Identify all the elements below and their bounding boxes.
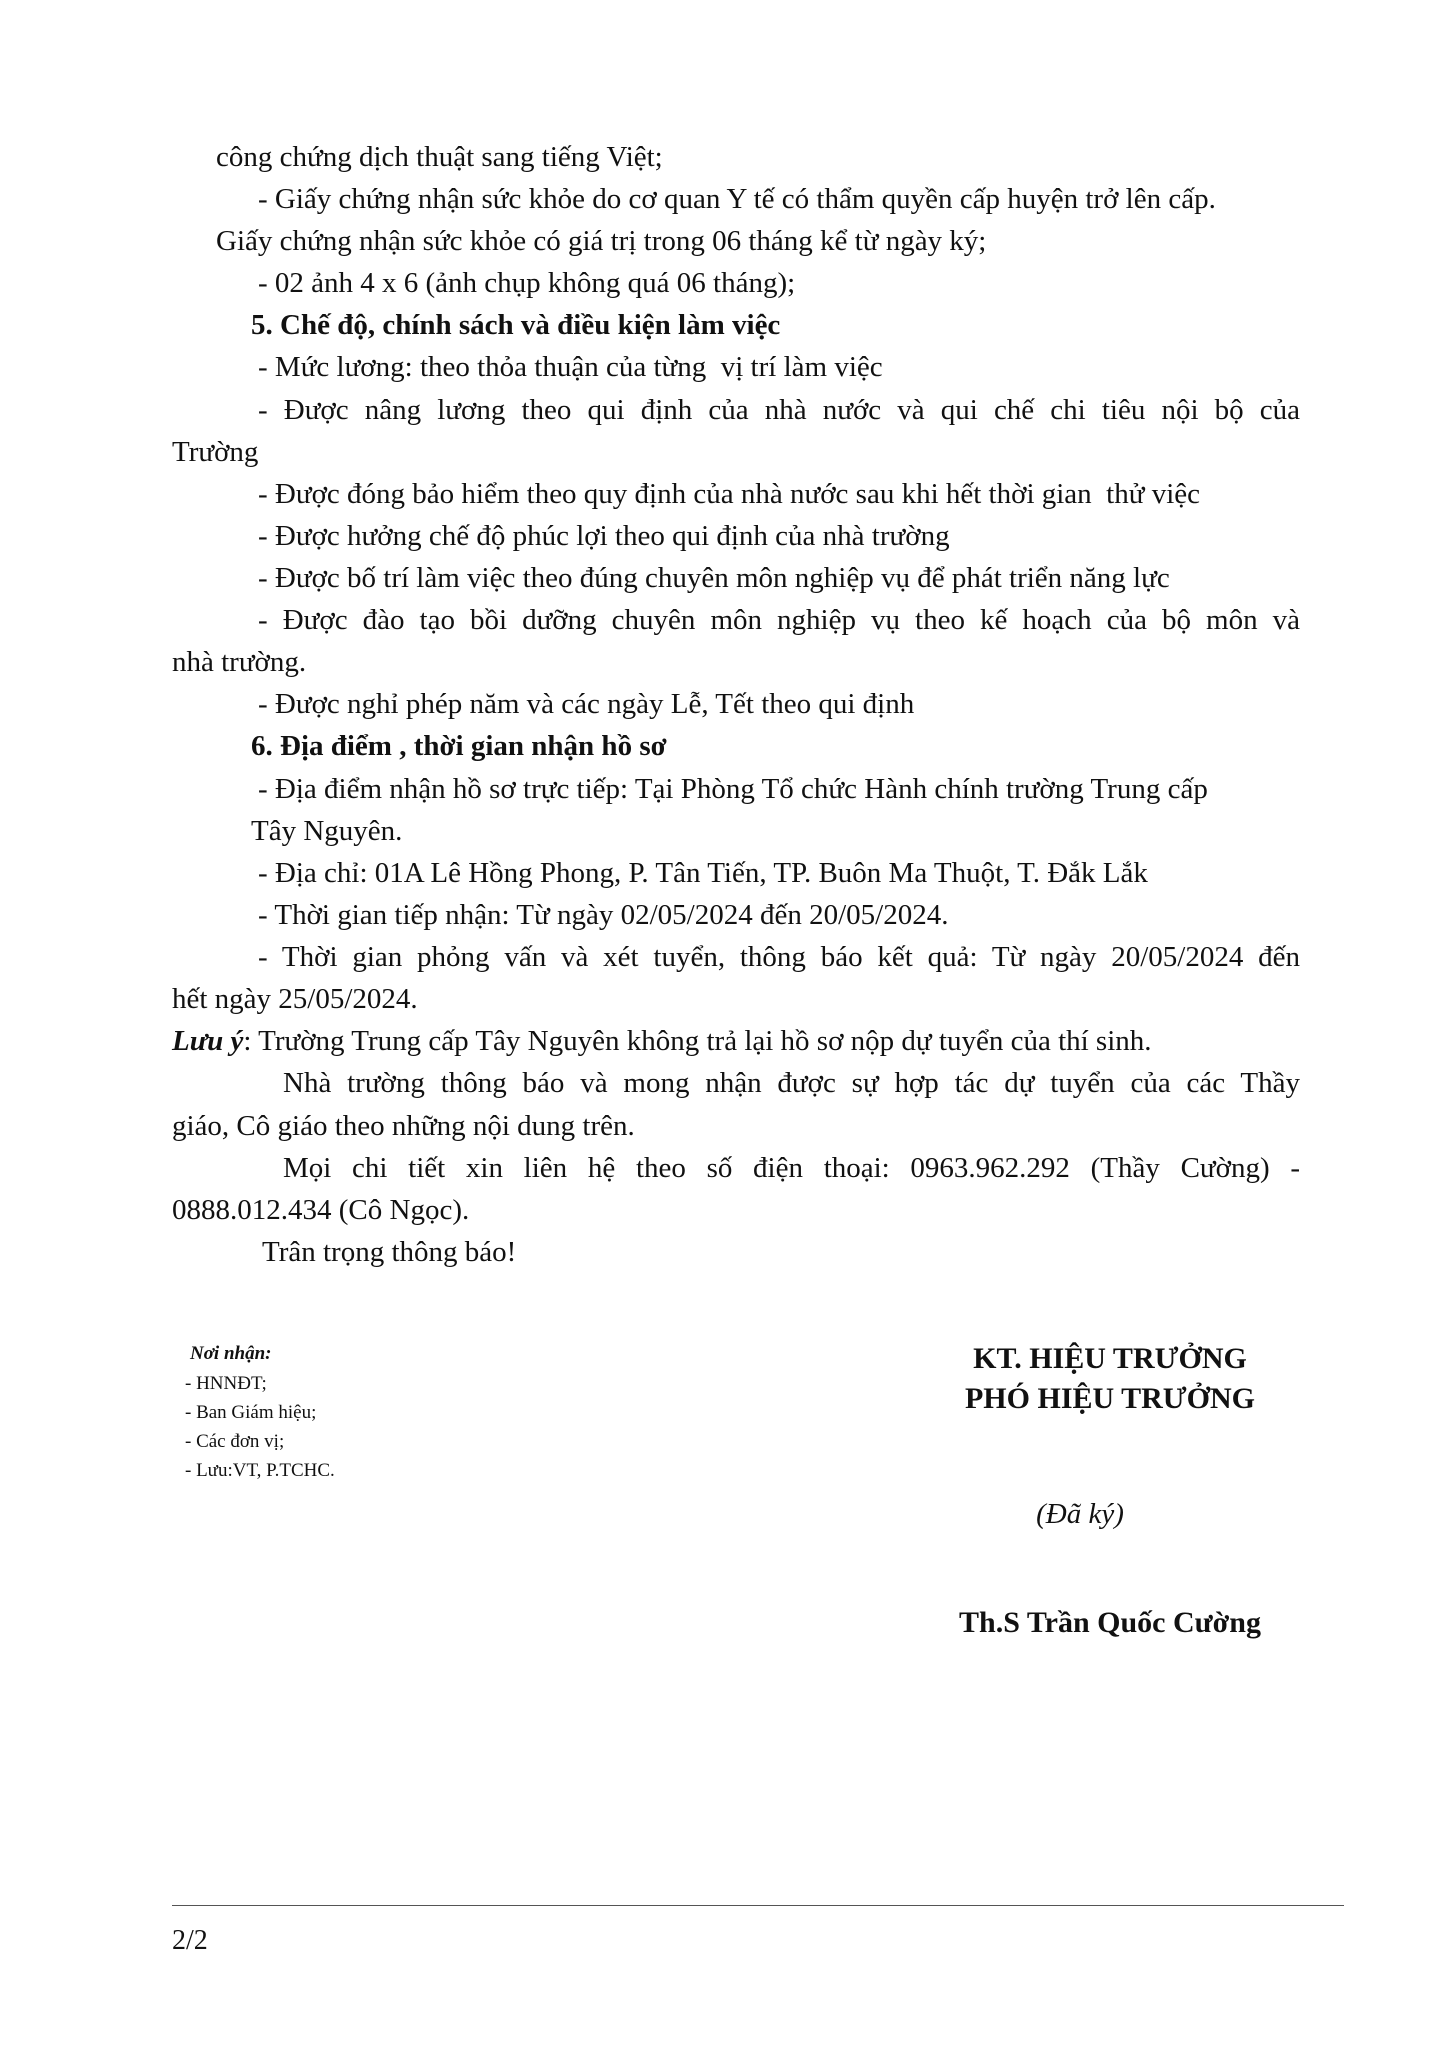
body-line: - Địa chỉ: 01A Lê Hồng Phong, P. Tân Tiến, TP. Buôn Ma Thuột, T. Đắk Lắk — [258, 857, 1148, 889]
body-line: nhà trường. — [172, 646, 307, 678]
body-line: - Địa điểm nhận hồ sơ trực tiếp: Tại Phòng Tổ chức Hành chính trường Trung cấp — [258, 773, 1208, 805]
note-label: Lưu ý — [172, 1025, 244, 1057]
signer-name: Th.S Trần Quốc Cường — [959, 1606, 1261, 1639]
section-heading: 5. Chế độ, chính sách và điều kiện làm việc — [251, 309, 781, 341]
signed-note: (Đã ký) — [1036, 1498, 1124, 1530]
recipient-item: - Ban Giám hiệu; — [185, 1402, 317, 1423]
body-line: - Giấy chứng nhận sức khỏe do cơ quan Y tế có thẩm quyền cấp huyện trở lên cấp. — [258, 183, 1216, 215]
footer-divider — [172, 1905, 1344, 1906]
body-line: Giấy chứng nhận sức khỏe có giá trị trong 06 tháng kể từ ngày ký; — [216, 225, 987, 257]
body-line: - 02 ảnh 4 x 6 (ảnh chụp không quá 06 tháng); — [258, 267, 796, 299]
body-line: Nhà trường thông báo và mong nhận được sự hợp tác dự tuyển của các Thầy — [283, 1067, 1300, 1099]
section-heading: 6. Địa điểm , thời gian nhận hồ sơ — [251, 730, 667, 762]
body-line: - Thời gian phỏng vấn và xét tuyển, thông báo kết quả: Từ ngày 20/05/2024 đến — [258, 941, 1300, 973]
body-line: 0888.012.434 (Cô Ngọc). — [172, 1194, 470, 1226]
body-line: hết ngày 25/05/2024. — [172, 983, 418, 1015]
note-text: : Trường Trung cấp Tây Nguyên không trả lại hồ sơ nộp dự tuyển của thí sinh. — [243, 1025, 1152, 1057]
closing-line: Trân trọng thông báo! — [262, 1236, 517, 1268]
body-line: - Được bố trí làm việc theo đúng chuyên môn nghiệp vụ để phát triển năng lực — [258, 562, 1170, 594]
body-line: công chứng dịch thuật sang tiếng Việt; — [216, 141, 663, 173]
body-line: Mọi chi tiết xin liên hệ theo số điện thoại: 0963.962.292 (Thầy Cường) - — [283, 1152, 1300, 1184]
body-line: giáo, Cô giáo theo những nội dung trên. — [172, 1110, 635, 1142]
body-line: Trường — [172, 436, 259, 468]
page-number: 2/2 — [172, 1925, 208, 1956]
signature-title: KT. HIỆU TRƯỞNG — [973, 1342, 1247, 1375]
body-line: - Được hưởng chế độ phúc lợi theo qui định của nhà trường — [258, 520, 950, 552]
body-line: - Thời gian tiếp nhận: Từ ngày 02/05/2024 đến 20/05/2024. — [258, 899, 949, 931]
signature-subtitle: PHÓ HIỆU TRƯỞNG — [964, 1382, 1256, 1415]
body-line: - Mức lương: theo thỏa thuận của từng vị trí làm việc — [258, 351, 883, 383]
body-line: - Được đào tạo bồi dưỡng chuyên môn nghiệp vụ theo kế hoạch của bộ môn và — [258, 604, 1300, 636]
recipient-item: - HNNĐT; — [185, 1373, 267, 1394]
recipient-item: - Các đơn vị; — [185, 1431, 285, 1452]
body-line: - Được nâng lương theo qui định của nhà nước và qui chế chi tiêu nội bộ của — [258, 394, 1300, 426]
body-line: Tây Nguyên. — [251, 815, 403, 847]
recipients-title: Nơi nhận: — [190, 1343, 272, 1364]
body-line: - Được nghỉ phép năm và các ngày Lễ, Tết theo qui định — [258, 688, 915, 720]
recipient-item: - Lưu:VT, P.TCHC. — [185, 1460, 335, 1481]
note-line — [172, 1027, 1152, 1056]
body-line: - Được đóng bảo hiểm theo quy định của nhà nước sau khi hết thời gian thử việc — [258, 478, 1201, 510]
